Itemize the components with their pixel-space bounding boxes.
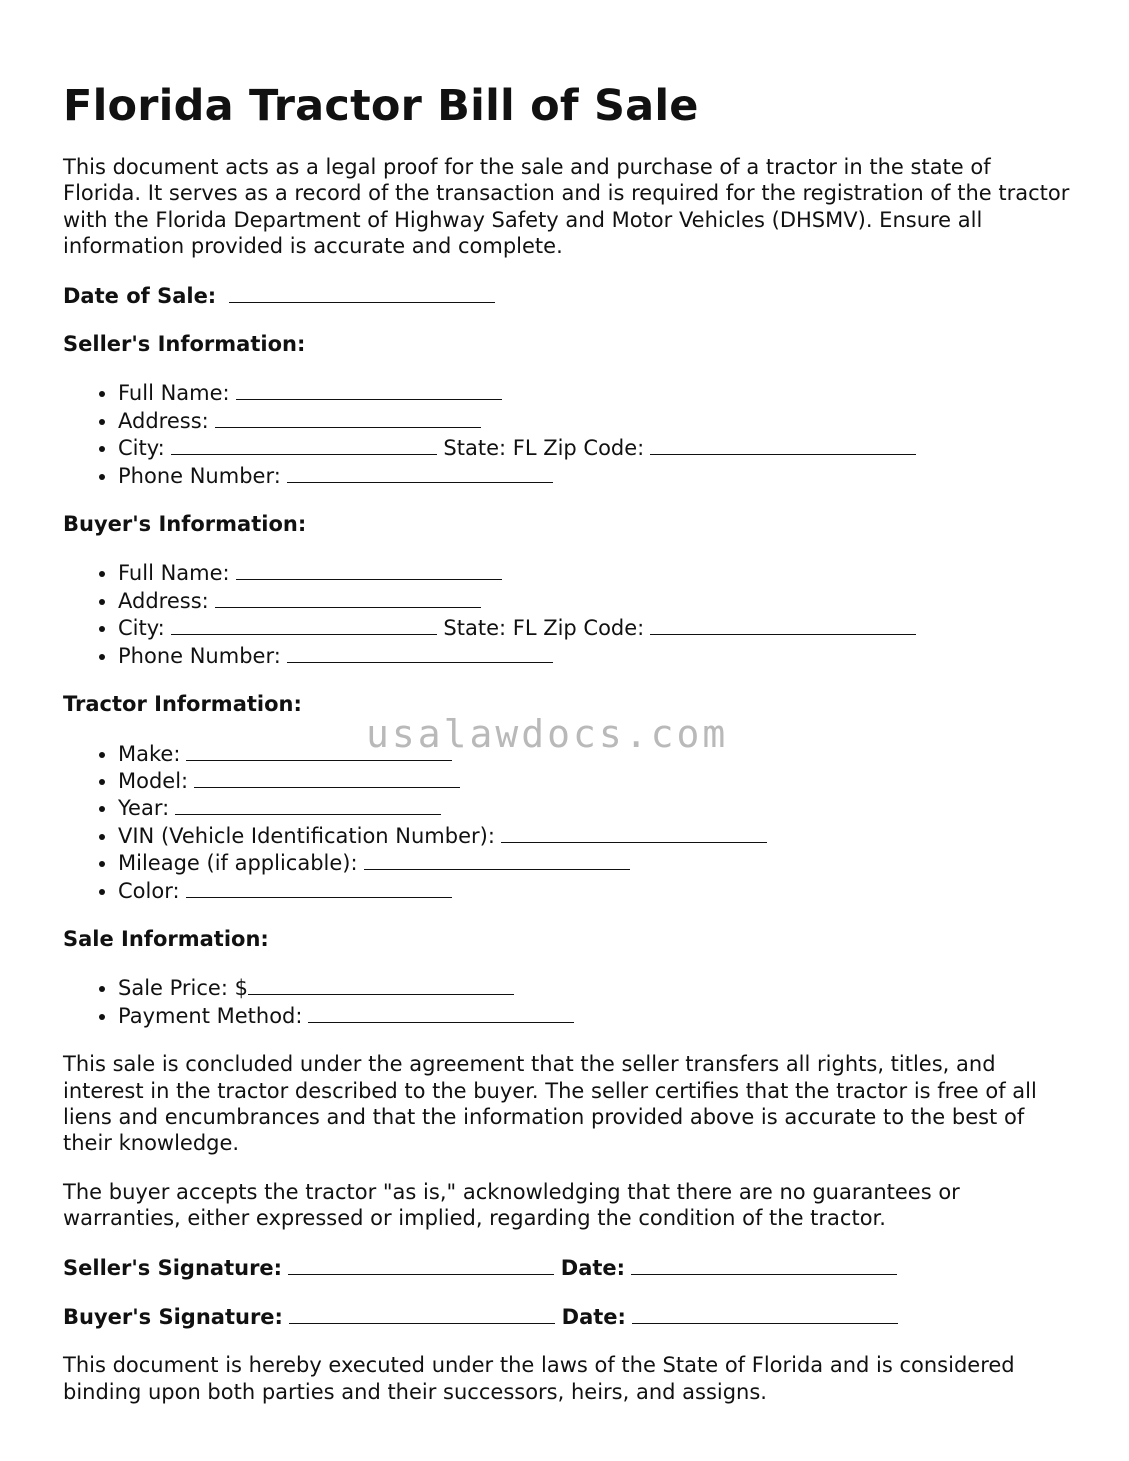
document-title: Florida Tractor Bill of Sale xyxy=(63,81,699,131)
buyer-address-label: Address: xyxy=(118,588,209,613)
list-item xyxy=(118,379,1073,406)
buyer-address-field[interactable] xyxy=(215,587,481,608)
seller-info-list xyxy=(63,379,1073,489)
seller-signature-row xyxy=(63,1254,1073,1281)
seller-full-name-field[interactable] xyxy=(236,379,502,400)
as-is-paragraph: The buyer accepts the tractor "as is," acknowledging that there are no guarantees or warranties, either expressed or implied, regarding the condition of the tractor. xyxy=(63,1179,960,1231)
date-of-sale-label: Date of Sale: xyxy=(63,283,217,308)
list-item xyxy=(118,642,1073,669)
tractor-model-label: Model: xyxy=(118,768,189,793)
seller-address-label: Address: xyxy=(118,408,209,433)
list-item xyxy=(118,434,1073,461)
tractor-model-field[interactable] xyxy=(194,767,460,788)
list-item xyxy=(118,767,1073,794)
seller-signature-field[interactable] xyxy=(288,1254,554,1275)
buyer-heading: Buyer's Information: xyxy=(63,512,307,537)
seller-heading: Seller's Information: xyxy=(63,332,306,357)
tractor-make-field[interactable] xyxy=(186,740,452,761)
list-item xyxy=(118,822,1073,849)
list-item xyxy=(118,559,1073,586)
buyer-zip-field[interactable] xyxy=(650,614,916,635)
watermark: usalawdocs.com xyxy=(366,712,729,756)
seller-zip-field[interactable] xyxy=(650,434,916,455)
buyer-date-label: Date: xyxy=(561,1305,626,1329)
seller-signature-label: Seller's Signature: xyxy=(63,1255,283,1280)
seller-city-field[interactable] xyxy=(171,434,437,455)
tractor-mileage-field[interactable] xyxy=(364,849,630,870)
seller-phone-field[interactable] xyxy=(287,462,553,483)
sale-price-label: Sale Price: $ xyxy=(118,976,248,1001)
tractor-make-label: Make: xyxy=(118,741,181,766)
tractor-color-field[interactable] xyxy=(186,877,452,898)
payment-method-field[interactable] xyxy=(308,1002,574,1023)
buyer-date-field[interactable] xyxy=(632,1303,898,1324)
list-item xyxy=(118,794,1073,821)
payment-method-label: Payment Method: xyxy=(118,1003,303,1028)
buyer-signature-label: Buyer's Signature: xyxy=(63,1305,283,1329)
buyer-phone-label: Phone Number: xyxy=(118,643,281,668)
tractor-color-label: Color: xyxy=(118,878,180,903)
seller-full-name-label: Full Name: xyxy=(118,381,230,406)
buyer-signature-field[interactable] xyxy=(289,1303,555,1324)
list-item xyxy=(118,587,1073,614)
list-item xyxy=(118,614,1073,641)
seller-address-field[interactable] xyxy=(215,407,481,428)
seller-phone-label: Phone Number: xyxy=(118,463,281,488)
buyer-city-label: City: xyxy=(118,616,165,641)
buyer-phone-field[interactable] xyxy=(287,642,553,663)
buyer-city-field[interactable] xyxy=(171,614,437,635)
buyer-state-zip-label: State: FL Zip Code: xyxy=(443,616,645,641)
seller-city-label: City: xyxy=(118,436,165,461)
document-page xyxy=(63,78,1073,1427)
tractor-mileage-label: Mileage (if applicable): xyxy=(118,851,358,876)
closing-paragraph: This document is hereby executed under the laws of the State of Florida and is considered binding upon both parties and their successors, heirs, and assigns. xyxy=(63,1353,1015,1404)
buyer-signature-row xyxy=(63,1303,1073,1330)
agreement-paragraph: This sale is concluded under the agreement that the seller transfers all rights, titles, and interest in the tractor described to the buyer. The seller certifies that the tractor is free of all liens and encumbrances and that the information provided above is accurate to the best of their knowledge. xyxy=(63,1052,1037,1156)
sale-heading: Sale Information: xyxy=(63,926,269,951)
list-item xyxy=(118,462,1073,489)
tractor-year-label: Year: xyxy=(118,796,170,821)
tractor-info-list xyxy=(63,740,1073,904)
seller-date-field[interactable] xyxy=(631,1254,897,1275)
buyer-full-name-label: Full Name: xyxy=(118,561,230,586)
buyer-info-list xyxy=(63,559,1073,669)
seller-state-zip-label: State: FL Zip Code: xyxy=(443,436,645,461)
list-item xyxy=(118,740,1073,767)
tractor-heading: Tractor Information: xyxy=(63,692,302,717)
sale-info-list xyxy=(63,974,1073,1029)
list-item xyxy=(118,877,1073,904)
tractor-year-field[interactable] xyxy=(175,794,441,815)
tractor-vin-label: VIN (Vehicle Identification Number): xyxy=(118,823,495,848)
tractor-vin-field[interactable] xyxy=(501,822,767,843)
sale-price-field[interactable] xyxy=(248,974,514,995)
list-item xyxy=(118,407,1073,434)
list-item xyxy=(118,1002,1073,1029)
list-item xyxy=(118,849,1073,876)
buyer-full-name-field[interactable] xyxy=(236,559,502,580)
date-of-sale-row xyxy=(63,282,1073,309)
list-item xyxy=(118,974,1073,1001)
seller-date-label: Date: xyxy=(560,1255,626,1280)
intro-paragraph: This document acts as a legal proof for the sale and purchase of a tractor in the state of Florida. It serves as a record of the transaction and is required for the registration of the tractor with the Florida Department of Highway Safety and Motor Vehicles (DHSMV). Ensure all information provided is accurate and complete. xyxy=(63,155,1070,259)
date-of-sale-field[interactable] xyxy=(229,282,495,303)
